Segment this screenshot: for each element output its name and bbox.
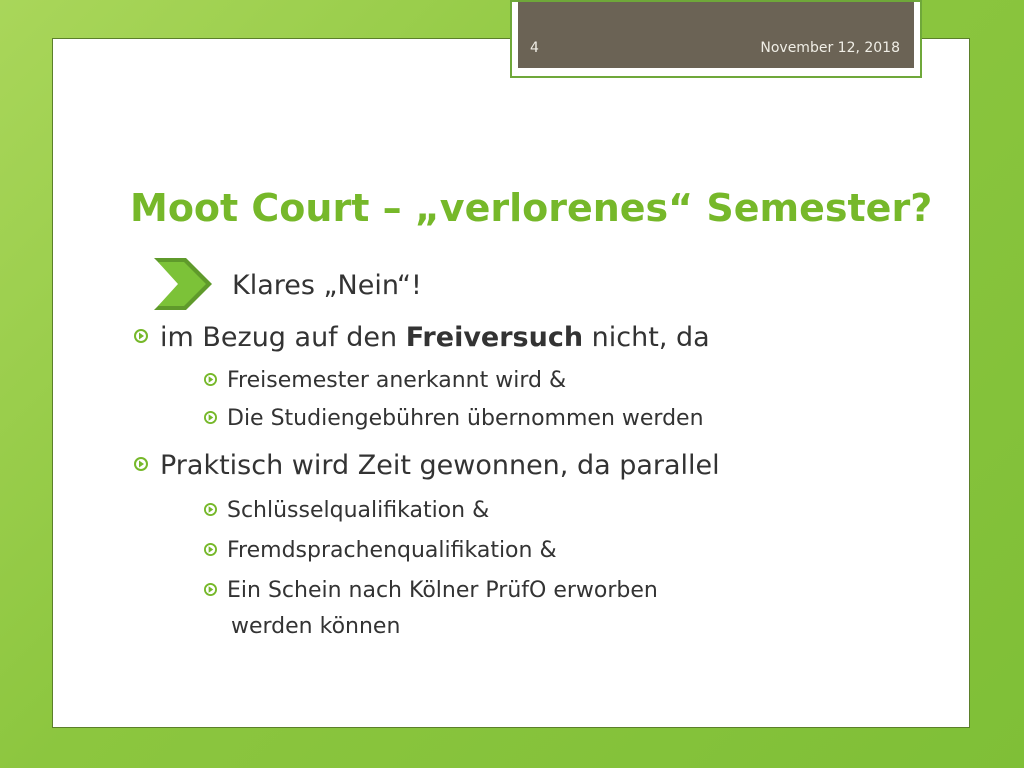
slide-header-box: [510, 0, 922, 78]
slide-date: November 12, 2018: [760, 40, 900, 56]
list-item-text: im Bezug auf den: [160, 322, 406, 353]
circle-arrow-bullet-icon: [134, 329, 148, 343]
list-item-text: nicht, da: [583, 322, 710, 353]
slide-header-bar: [518, 2, 914, 68]
sub-list-item: [204, 368, 566, 393]
sub-list-item-text: Freisemester anerkannt wird &: [227, 368, 567, 393]
sub-list-item-text: Die Studiengebühren übernommen werden: [227, 406, 704, 431]
chevron-right-icon: [152, 256, 214, 312]
circle-arrow-bullet-icon: [204, 543, 217, 556]
slide-title: Moot Court – „verlorenes“ Semester?: [130, 186, 933, 230]
list-item-zeit-gewonnen: [134, 450, 720, 481]
circle-arrow-bullet-icon: [204, 583, 217, 596]
circle-arrow-bullet-icon: [204, 503, 217, 516]
sub-list-item: [204, 406, 704, 431]
list-item-freiversuch: [134, 322, 710, 353]
sub-list-item-text: Schlüsselqualifikation &: [227, 498, 490, 523]
circle-arrow-bullet-icon: [204, 411, 217, 424]
list-item-text: Praktisch wird Zeit gewonnen, da parallel: [160, 450, 720, 481]
lead-answer: Klares „Nein“!: [232, 270, 422, 301]
slide-number: 4: [530, 40, 539, 56]
sub-list-item: [204, 538, 557, 563]
list-item-bold-text: Freiversuch: [405, 322, 584, 353]
sub-list-item-continuation: werden können: [231, 614, 401, 639]
sub-list-item: [204, 578, 658, 603]
circle-arrow-bullet-icon: [204, 373, 217, 386]
sub-list-item-text: Ein Schein nach Kölner PrüfO erworben: [227, 578, 658, 603]
sub-list-item: [204, 498, 489, 523]
circle-arrow-bullet-icon: [134, 457, 148, 471]
sub-list-item-text: Fremdsprachenqualifikation &: [227, 538, 557, 563]
